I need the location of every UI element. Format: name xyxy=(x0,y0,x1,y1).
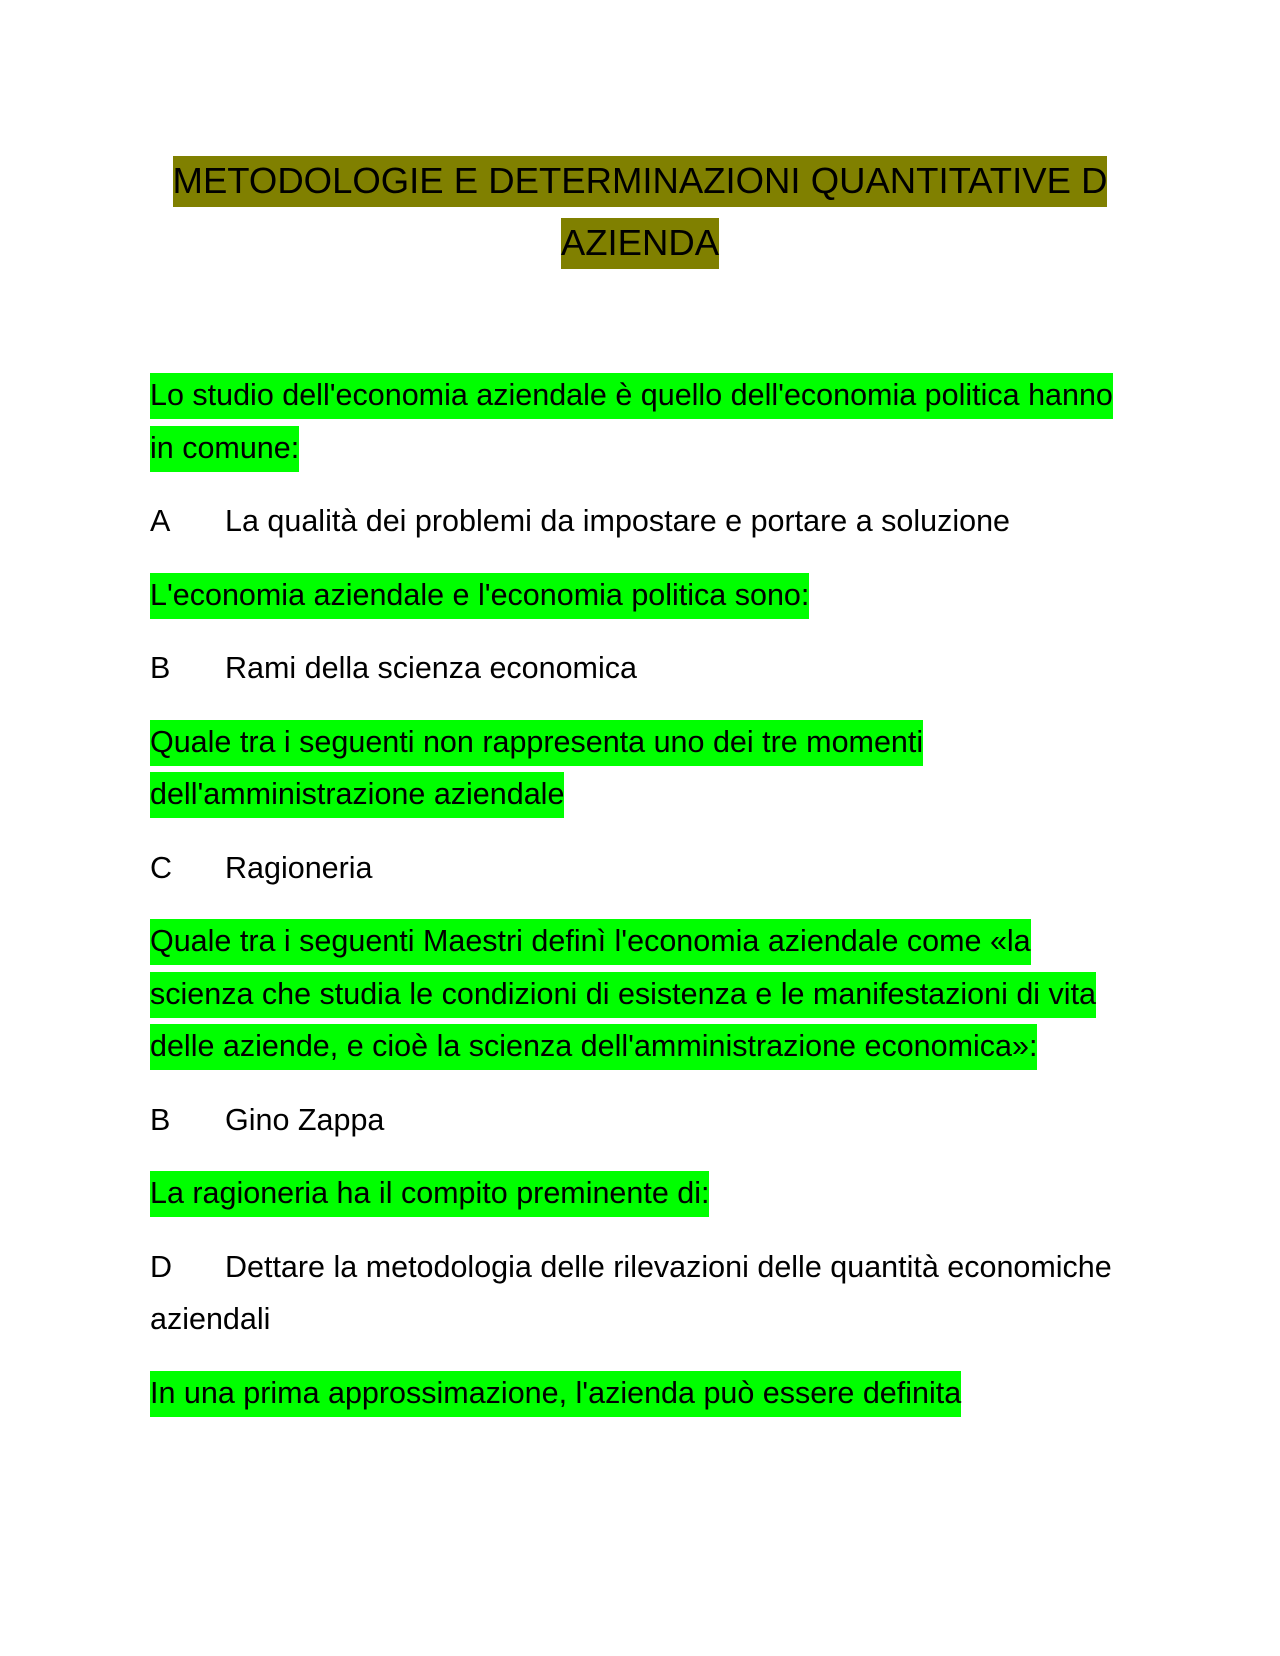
answer-letter: B xyxy=(150,651,171,685)
question-1: Lo studio dell'economia aziendale è quello dell'economia politica hanno in comune: xyxy=(150,369,1130,474)
question-6: In una prima approssimazione, l'azienda può essere definita xyxy=(150,1367,1130,1420)
question-2: L'economia aziendale e l'economia politica sono: xyxy=(150,569,1130,622)
answer-text: Dettare la metodologia delle rilevazioni delle quantità economiche aziendali xyxy=(150,1249,1112,1336)
answer-letter: A xyxy=(150,504,171,538)
question-list xyxy=(150,369,1130,1419)
answer-text: Ragioneria xyxy=(225,850,373,885)
answer-text: Gino Zappa xyxy=(225,1102,385,1137)
answer-text: Rami della scienza economica xyxy=(225,651,637,685)
document-title xyxy=(150,150,1130,274)
document-title-text: METODOLOGIE E DETERMINAZIONI QUANTITATIVE D AZIENDA xyxy=(173,156,1108,269)
question-5: La ragioneria ha il compito preminente di: xyxy=(150,1167,1130,1220)
answer-4 xyxy=(150,1094,1130,1147)
answer-2 xyxy=(150,642,1130,695)
answer-text: La qualità dei problemi da impostare e portare a soluzione xyxy=(225,504,1011,538)
answer-1 xyxy=(150,495,1130,548)
answer-letter: D xyxy=(150,1249,173,1284)
question-3: Quale tra i seguenti non rappresenta uno dei tre momenti dell'amministrazione aziendale xyxy=(150,716,1130,821)
document-page xyxy=(150,150,1130,1440)
answer-5 xyxy=(150,1241,1130,1346)
answer-letter: C xyxy=(150,850,173,885)
question-4: Quale tra i seguenti Maestri definì l'economia aziendale come «la scienza che studia le condizioni di esistenza e le manifestazioni di vita delle aziende, e cioè la scienza dell'amministrazione economica»: xyxy=(150,915,1130,1073)
answer-letter: B xyxy=(150,1102,171,1137)
answer-3 xyxy=(150,842,1130,895)
